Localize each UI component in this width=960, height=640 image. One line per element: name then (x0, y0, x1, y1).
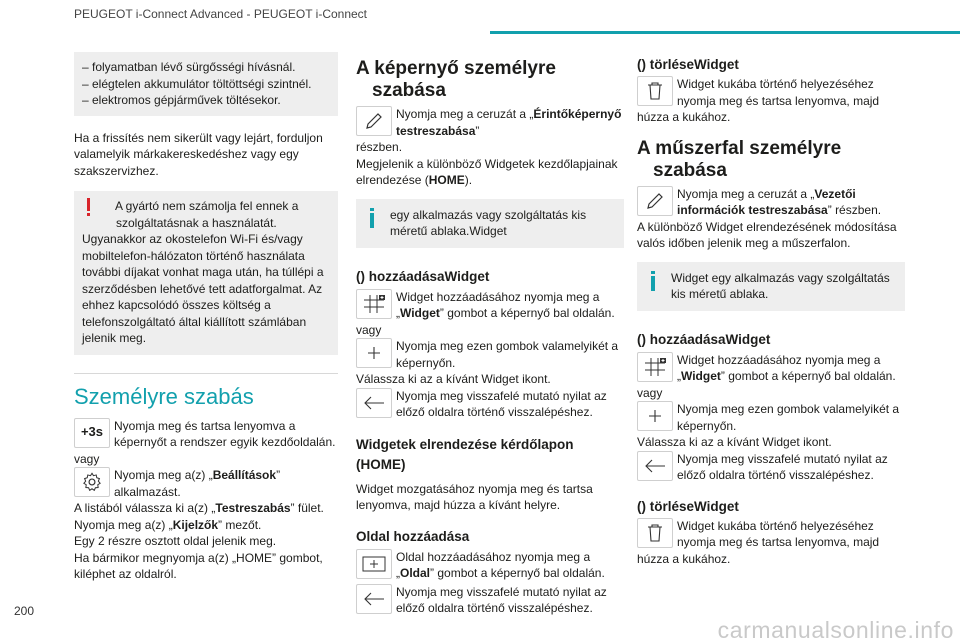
trash-icon (637, 518, 673, 548)
info-box (356, 199, 624, 248)
text-part: ” részben. (827, 203, 882, 217)
step-back (637, 451, 905, 484)
step-pen (637, 186, 905, 219)
text-part: Nyomja meg a ceruzát a „ (677, 186, 815, 201)
section-heading (356, 58, 624, 102)
press-3s-icon (74, 418, 110, 448)
text-part: Nyomja meg a ceruzát a „ (396, 107, 534, 121)
step-add-page (356, 549, 624, 582)
warning-rest-text: Ugyanakkor az okostelefon Wi-Fi és/vagy mobiltelefon-hálózaton történő használata további díjakat vonhat maga után, ha túllépi a szerződésben lehetővé tett adatforgalmat. Az ehhez kapcsolódó összes költség a telefonszolgáltató által kiállított számlában jelenik meg. (82, 232, 324, 345)
step-plus (356, 338, 624, 371)
instruction-line: A különböző Widget elrendezésének módosítása valós időben jelenik meg a műszerfalon. (637, 219, 897, 250)
widget-grid-icon (637, 352, 673, 382)
heading-line: szabása (372, 80, 446, 101)
text-part: ” alkalmazást. (114, 468, 281, 499)
text-bold: Testreszabás (215, 501, 291, 515)
step-settings (74, 467, 338, 500)
step-back (356, 388, 624, 421)
back-arrow-icon (356, 388, 392, 418)
step-add-widget (356, 289, 624, 322)
subheading: () hozzáadásaWidget (356, 268, 490, 284)
section-title: Személyre szabás (74, 373, 338, 410)
press-3s-label: +3s (80, 424, 104, 440)
subheading: () hozzáadásaWidget (637, 331, 771, 347)
instruction-line: Ha bármikor megnyomja a(z) „HOME” gombot, kiléphet az oldalról. (74, 550, 323, 581)
text-part: ” fület. (290, 501, 324, 515)
warning-box (74, 191, 338, 355)
text-part: Widget hozzáadásához nyomja meg a „ (396, 289, 600, 320)
instruction-line: húzza a kukához. (637, 551, 731, 566)
text-part: Nyomja meg a(z) „ (74, 517, 173, 532)
instruction-line (74, 517, 338, 534)
text-bold: Kijelzők (172, 517, 219, 532)
step-text (114, 467, 338, 500)
instruction-line: részben. (356, 140, 403, 154)
text-bold: HOME (428, 173, 465, 187)
step-text: Widget kukába történő helyezéséhez nyomja meg és tartsa lenyomva, majd (677, 518, 880, 549)
step-pen (356, 106, 624, 139)
dash-item: – folyamatban lévő sürgősségi hívásnál. (82, 60, 296, 74)
section-heading (637, 138, 905, 182)
step-text: Widget kukába történő helyezéséhez nyomja meg és tartsa lenyomva, majd (677, 77, 880, 108)
text-part: ” gombot a képernyő bal oldalán. (430, 566, 605, 580)
gear-icon (74, 467, 110, 497)
instruction-line: húzza a kukához. (637, 110, 731, 124)
step-press-hold (74, 418, 338, 451)
header-title: PEUGEOT i-Connect Advanced - PEUGEOT i-Connect (74, 7, 368, 21)
info-text: Widget egy alkalmazás vagy szolgáltatás kis méretű ablaka. (671, 270, 890, 301)
step-text: Nyomja meg ezen gombok valamelyikét a képernyőn. (396, 339, 619, 370)
step-text: Nyomja meg visszafelé mutató nyilat az előző oldalra történő visszalépéshez. (396, 388, 607, 419)
text-bold: Oldal (400, 566, 431, 580)
heading-line: A műszerfal személyre (637, 137, 842, 159)
instruction-line (74, 500, 338, 517)
text-part: Oldal hozzáadásához nyomja meg a „ (396, 549, 591, 580)
info-icon (651, 271, 656, 293)
text-bold: Widget (400, 306, 440, 320)
subheading: Widgetek elrendezése kérdőlapon (HOME) (356, 436, 574, 472)
heading-line: szabása (653, 159, 727, 181)
back-arrow-icon (637, 451, 673, 481)
subheading: () törléseWidget (637, 498, 739, 514)
refresh-paragraph: Ha a frissítés nem sikerült vagy lejárt, forduljon valamelyik márkakereskedéshez vagy egy szakszervizhez. (74, 130, 323, 178)
watermark: carmanualsonline.info (717, 616, 954, 640)
subheading: () törléseWidget (637, 57, 739, 72)
text-bold: Beállítások (212, 468, 277, 482)
instruction-line: Válassza ki az a kívánt Widget ikont. (356, 372, 551, 386)
text-bold: Érintőképernyő testreszabása (396, 107, 622, 138)
text-bold: Vezetői információk testreszabása (677, 186, 856, 217)
step-text (396, 549, 624, 582)
instruction-line: Egy 2 részre osztott oldal jelenik meg. (74, 534, 277, 548)
dash-list-box (74, 52, 338, 116)
text-part: A listából válassza ki a(z) „ (74, 501, 216, 515)
step-text: Nyomja meg visszafelé mutató nyilat az előző oldalra történő visszalépéshez. (677, 451, 888, 482)
step-text (396, 106, 624, 139)
widget-grid-icon (356, 289, 392, 319)
plus-icon (637, 401, 673, 431)
step-text (677, 352, 905, 385)
step-back (356, 584, 624, 617)
step-delete (637, 518, 905, 551)
or-text: vagy (637, 385, 663, 400)
dash-item: – elektromos gépjárművek töltésekor. (82, 93, 281, 107)
step-text (396, 289, 624, 322)
add-page-icon (356, 549, 392, 579)
back-arrow-icon (356, 584, 392, 614)
step-text: Nyomja meg visszafelé mutató nyilat az előző oldalra történő visszalépéshez. (396, 584, 607, 615)
text-part: ” (475, 123, 480, 138)
text-bold: Widget (681, 369, 721, 383)
text-part: ” mezőt. (218, 517, 262, 532)
pencil-icon (637, 186, 673, 216)
info-text: egy alkalmazás vagy szolgáltatás kis méretű ablaka.Widget (390, 207, 587, 238)
plus-icon (356, 338, 392, 368)
text-part: Widget hozzáadásához nyomja meg a „ (677, 352, 881, 383)
page-header (0, 0, 960, 30)
instruction-line: Válassza ki az a kívánt Widget ikont. (637, 435, 832, 449)
info-box (637, 262, 905, 311)
instruction-line (356, 156, 624, 189)
text-part: Nyomja meg a(z) „ (114, 468, 213, 482)
pencil-icon (356, 106, 392, 136)
step-add-widget (637, 352, 905, 385)
or-text: vagy (74, 451, 100, 466)
column-left (74, 52, 338, 583)
warning-icon (86, 198, 91, 218)
step-text: Nyomja meg ezen gombok valamelyikét a képernyőn. (677, 402, 900, 433)
step-text: Nyomja meg és tartsa lenyomva a képernyőt a rendszer egyik kezdőoldalán. (114, 418, 336, 449)
heading-line: A képernyő személyre (356, 58, 556, 79)
instruction-line: Widget mozgatásához nyomja meg és tartsa lenyomva, majd húzza a kívánt helyre. (356, 481, 593, 512)
header-accent-rule (490, 31, 960, 34)
text-part: ” gombot a képernyő bal oldalán. (720, 369, 896, 383)
text-part: ). (464, 173, 473, 187)
subheading: Oldal hozzáadása (356, 528, 470, 544)
info-icon (370, 208, 375, 230)
column-right (637, 52, 905, 567)
text-part: Megjelenik a különböző Widgetek kezdőlapjainak elrendezése ( (356, 156, 618, 187)
warning-first-text: A gyártó nem számolja fel ennek a szolgáltatásnak a használatát. (115, 199, 299, 230)
or-text: vagy (356, 322, 382, 337)
text-part: ” gombot a képernyő bal oldalán. (439, 306, 615, 320)
page-number: 200 (14, 604, 35, 618)
dash-item: – elégtelen akkumulátor töltöttségi szintnél. (82, 76, 312, 91)
column-middle (356, 52, 624, 617)
trash-icon (637, 76, 673, 106)
step-delete (637, 76, 905, 109)
step-text (677, 186, 905, 219)
step-plus (637, 401, 905, 434)
